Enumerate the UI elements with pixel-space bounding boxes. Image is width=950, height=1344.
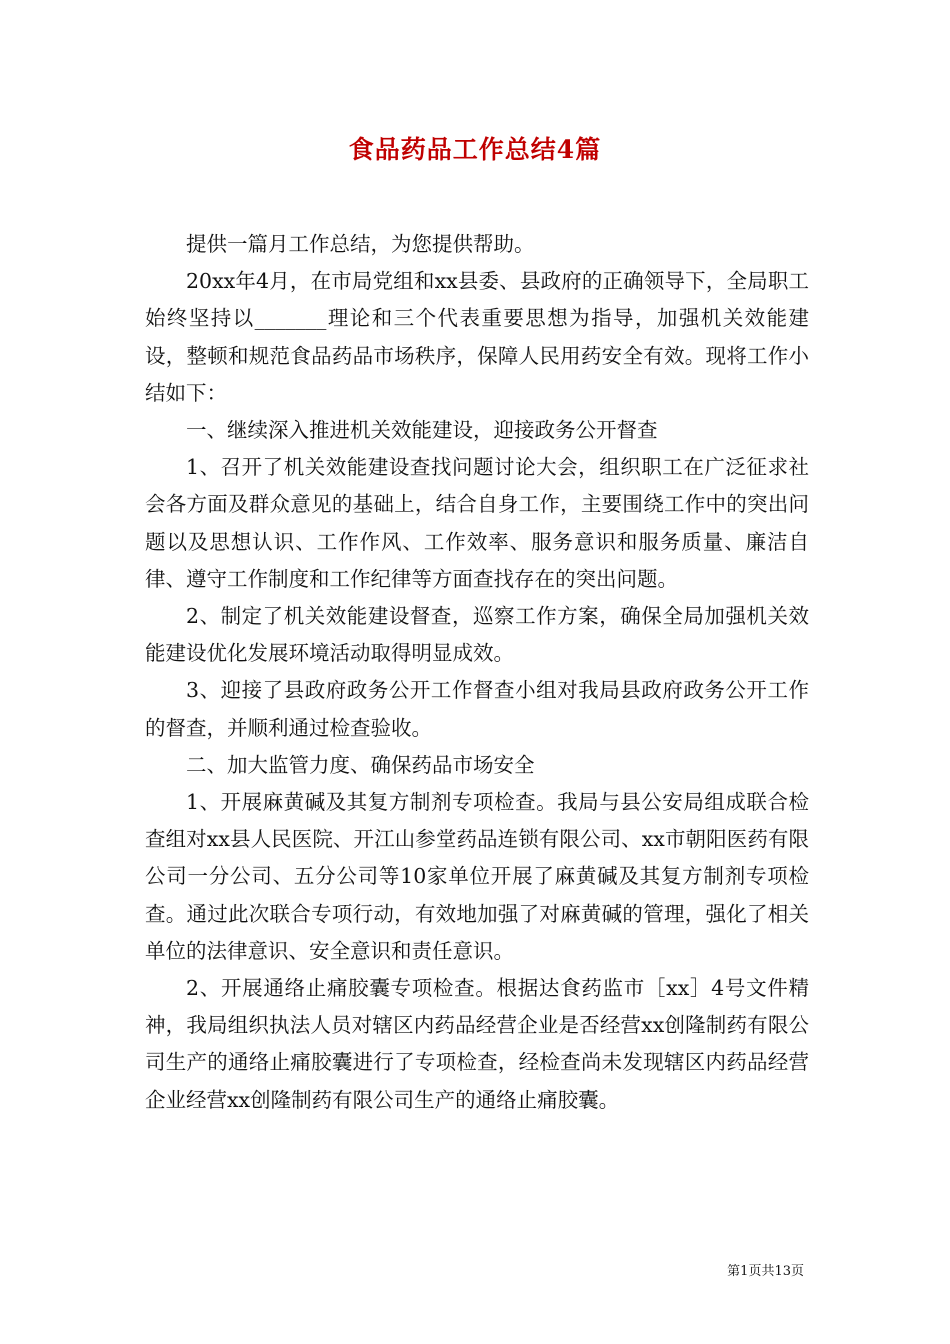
paragraph-item: 1、召开了机关效能建设查找问题讨论大会，组织职工在广泛征求社会各方面及群众意见的基础上，结合自身工作，主要围绕工作中的突出问题以及思想认识、工作作风、工作效率、服务意识和服务质量、廉洁自律、遵守工作制度和工作纪律等方面查找存在的突出问题。 <box>145 455 809 591</box>
paragraph-intro: 提供一篇月工作总结，为您提供帮助。 <box>186 232 535 256</box>
section-heading-2: 二、加大监管力度、确保药品市场安全 <box>186 752 535 777</box>
paragraph-item: 3、迎接了县政府政务公开工作督查小组对我局县政府政务公开工作的督查，并顺利通过检查验收。 <box>145 678 809 740</box>
document-body <box>145 226 809 1119</box>
paragraph-item: 1、开展麻黄碱及其复方制剂专项检查。我局与县公安局组成联合检查组对xx县人民医院、开江山参堂药品连锁有限公司、xx市朝阳医药有限公司一分公司、五分公司等10家单位开展了麻黄碱及其复方制剂专项检查。通过此次联合专项行动，有效地加强了对麻黄碱的管理，强化了相关单位的法律意识、安全意识和责任意识。 <box>145 790 809 963</box>
page-title: 食品药品工作总结4篇 <box>348 135 602 164</box>
section-heading-1: 一、继续深入推进机关效能建设，迎接政务公开督查 <box>186 418 658 443</box>
paragraph-summary: 20xx年4月，在市局党组和xx县委、县政府的正确领导下，全局职工始终坚持以_______理论和三个代表重要思想为指导，加强机关效能建设，整顿和规范食品药品市场秩序，保障人民用药安全有效。现将工作小结如下： <box>145 269 809 405</box>
paragraph-item: 2、制定了机关效能建设督查，巡察工作方案，确保全局加强机关效能建设优化发展环境活动取得明显成效。 <box>145 604 809 666</box>
page-number-footer: 第1页共13页 <box>727 1264 804 1279</box>
paragraph-item: 2、开展通络止痛胶囊专项检查。根据达食药监市［xx］4号文件精神，我局组织执法人员对辖区内药品经营企业是否经营xx创隆制药有限公司生产的通络止痛胶囊进行了专项检查，经检查尚未发现辖区内药品经营企业经营xx创隆制药有限公司生产的通络止痛胶囊。 <box>145 976 809 1112</box>
